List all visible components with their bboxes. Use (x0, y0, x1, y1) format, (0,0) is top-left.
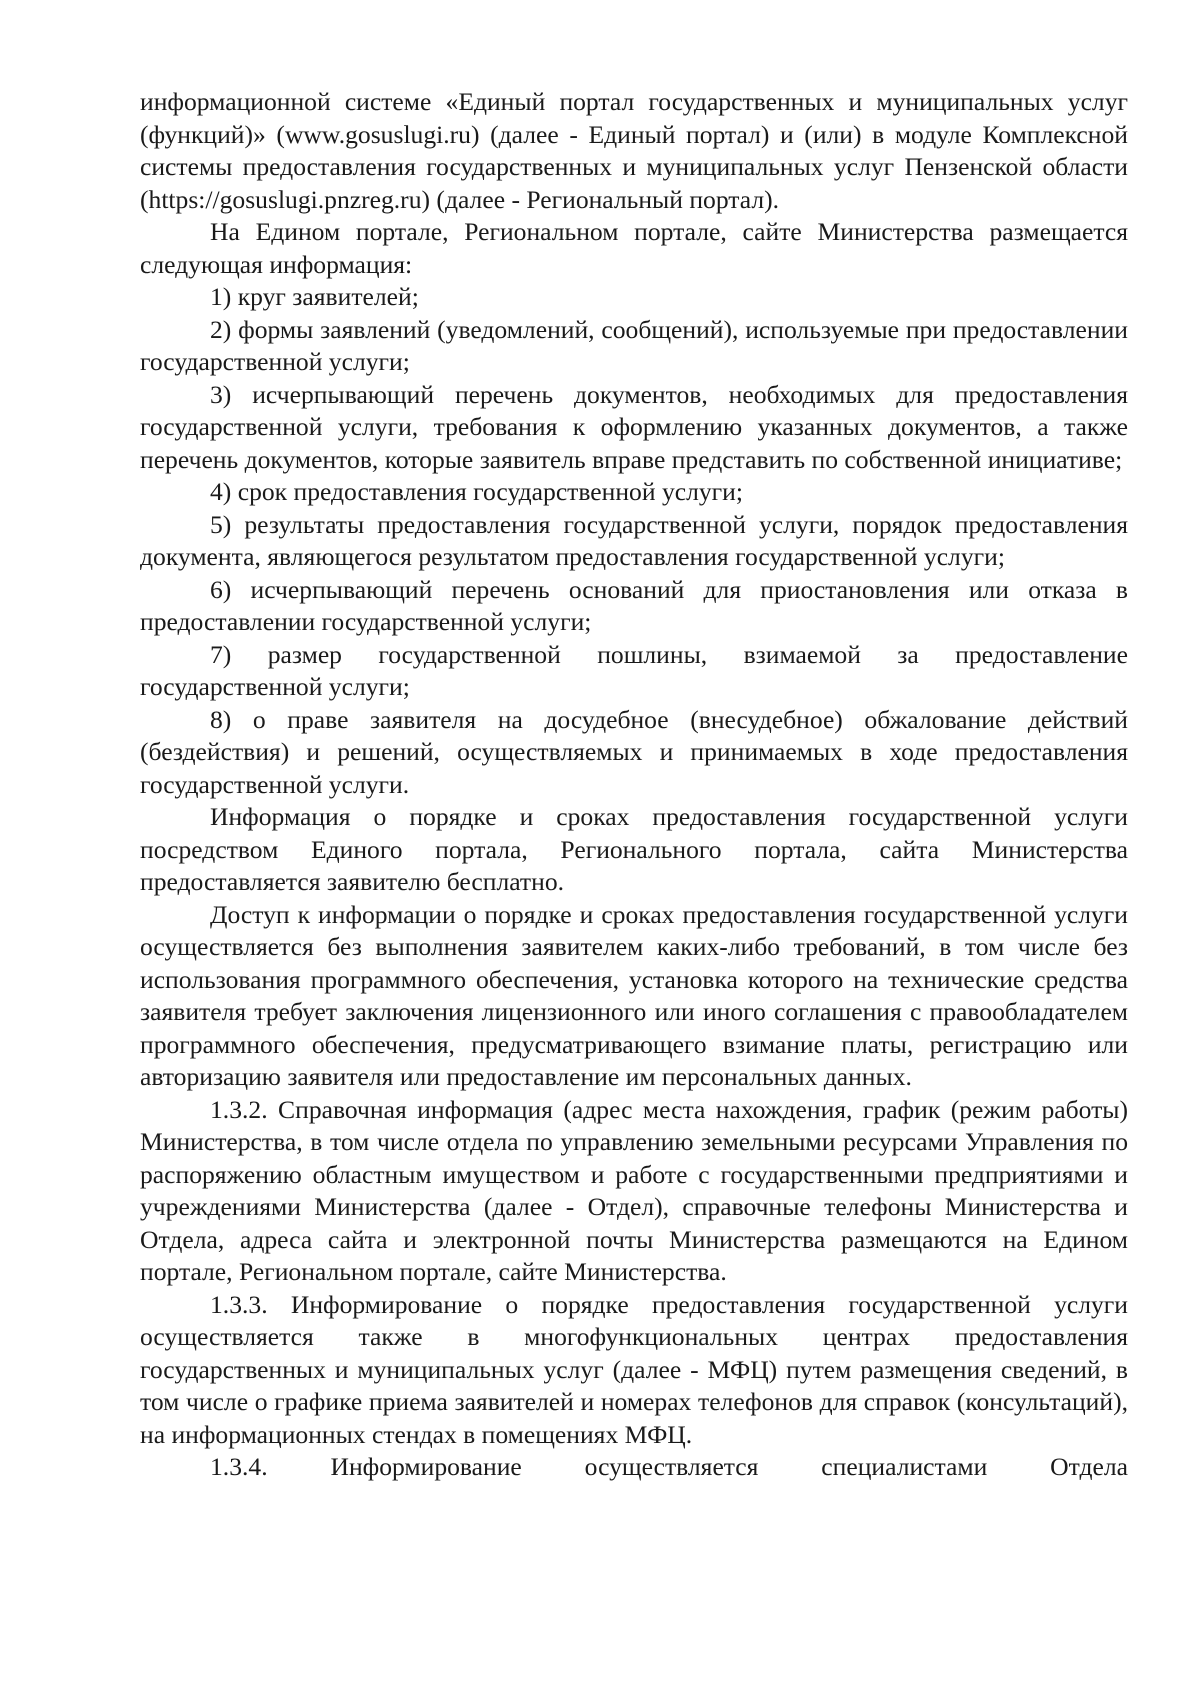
list-item-6: 6) исчерпывающий перечень оснований для приостановления или отказа в предоставлении государственной услуги; (140, 574, 1128, 636)
list-item-7: 7) размер государственной пошлины, взимаемой за предоставление государственной услуги; (140, 639, 1128, 701)
paragraph-1-3-3: 1.3.3. Информирование о порядке предоставления государственной услуги осуществляется также в многофункциональных центрах предоставления государственных и муниципальных услуг (далее - МФЦ) путем размещения сведений, в том числе о графике приема заявителей и номерах телефонов для справок (консультаций), на информационных стендах в помещениях МФЦ. (140, 1289, 1128, 1449)
list-item-4: 4) срок предоставления государственной услуги; (210, 477, 743, 506)
list-item-3: 3) исчерпывающий перечень документов, необходимых для предоставления государственной услуги, требования к оформлению указанных документов, а также перечень документов, которые заявитель вправе представить по собственной инициативе; (140, 379, 1128, 474)
paragraph-info-list-intro: На Едином портале, Региональном портале, сайте Министерства размещается следующая информация: (140, 217, 1128, 279)
paragraph-1-3-4: 1.3.4. Информирование осуществляется специалистами Отдела (210, 1452, 1128, 1481)
paragraph-continuation: информационной системе «Единый портал государственных и муниципальных услуг (функций)» (www.gosuslugi.ru) (далее - Единый портал) и (или) в модуле Комплексной системы предоставления государственных и муниципальных услуг Пензенской области (https://gosuslugi.pnzreg.ru) (далее - Региональный портал). (140, 87, 1128, 214)
list-item-8: 8) о праве заявителя на досудебное (внесудебное) обжалование действий (бездействия) и решений, осуществляемых и принимаемых в ходе предоставления государственной услуги. (140, 704, 1128, 799)
list-item-5: 5) результаты предоставления государственной услуги, порядок предоставления документа, являющегося результатом предоставления государственной услуги; (140, 509, 1128, 571)
list-item-2: 2) формы заявлений (уведомлений, сообщений), используемые при предоставлении государственной услуги; (140, 314, 1128, 376)
list-item-1: 1) круг заявителей; (210, 282, 419, 311)
paragraph-1-3-2: 1.3.2. Справочная информация (адрес места нахождения, график (режим работы) Министерства, в том числе отдела по управлению земельными ресурсами Управления по распоряжению областным имуществом и работе с государственными предприятиями и учреждениями Министерства (далее - Отдел), справочные телефоны Министерства и Отдела, адреса сайта и электронной почты Министерства размещаются на Едином портале, Региональном портале, сайте Министерства. (140, 1094, 1128, 1286)
paragraph-access: Доступ к информации о порядке и сроках предоставления государственной услуги осуществляется без выполнения заявителем каких-либо требований, в том числе без использования программного обеспечения, установка которого на технические средства заявителя требует заключения лицензионного или иного соглашения с правообладателем программного обеспечения, предусматривающего взимание платы, регистрацию или авторизацию заявителя или предоставление им персональных данных. (140, 899, 1128, 1091)
paragraph-free-info: Информация о порядке и сроках предоставления государственной услуги посредством Единого портала, Регионального портала, сайта Министерства предоставляется заявителю бесплатно. (140, 802, 1128, 896)
document-page (140, 86, 1128, 1484)
